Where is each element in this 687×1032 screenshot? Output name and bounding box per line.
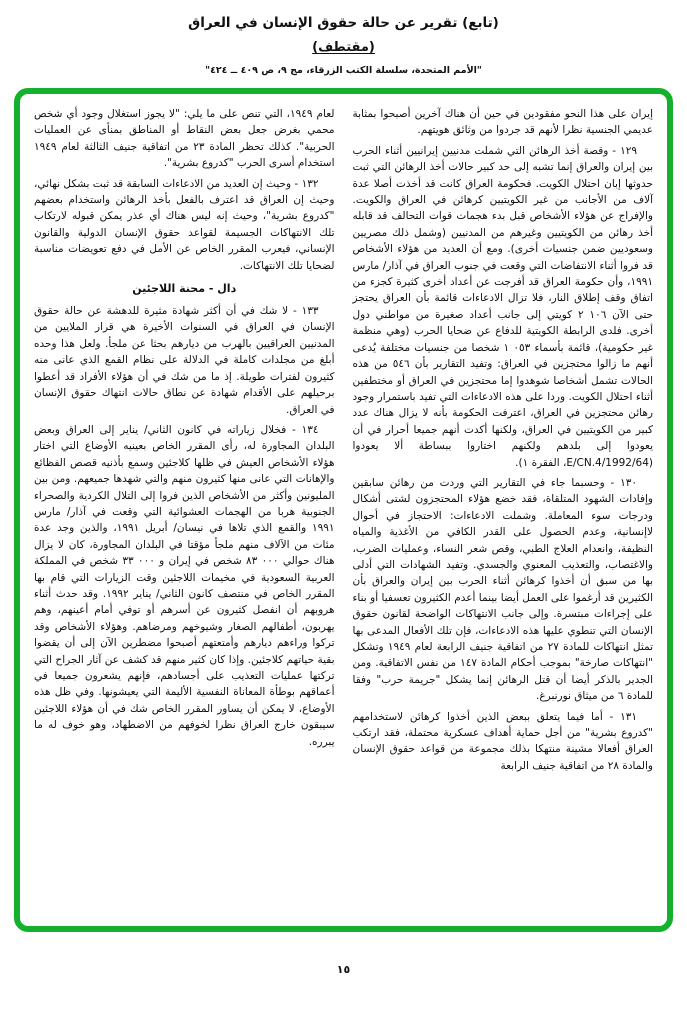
paragraph-131-continuation: لعام ١٩٤٩، التي تنص على ما يلي: "لا يجوز استغلال وجود أي شخص محمي بغرض جعل بعض النقاط أو المناطق بمنأى عن العمليات الحربية". كذلك تحظر المادة ٢٣ من اتفاقية جنيف الثالثة لعام ١٩٤٩ استخدام أسرى الحرب "كدروع بشرية". <box>34 108 335 170</box>
page-number: ١٥ <box>336 963 351 976</box>
source-citation: "الأمم المتحدة، سلسلة الكتب الزرقاء، مج ٩، ص ٤٠٩ ــ ٤٢٤" <box>205 65 482 76</box>
paragraph-133: ١٣٣ - لا شك في أن أكثر شهادة مثيرة للدهشة عن حالة حقوق الإنسان في العراق في السنوات الأخيرة هي قرار الملايين من المدنيين العراقيين بالهرب من ديارهم بحثا عن ملجأ. ولعل هذا وحده أبلغ من مجلدات كاملة في الدلالة على نظام القمع الذي عانى منه كثيرون لفترات طويلة. إذ ما من شك في أن هؤلاء الأفراد قد أعطوا برحيلهم على الأقدام شهادة عن نطاق حالات انتهاك حقوق الإنسان في العراق. <box>34 305 335 416</box>
paragraph-continuation: إيران على هذا النحو مفقودين في حين أن هناك آخرين أصبحوا بمثابة عديمي الجنسية نظرا لأنهم قد جردوا من وثائق هويتهم. <box>352 108 653 137</box>
paragraph-134: ١٣٤ - فخلال زياراته في كانون الثاني/ يناير إلى العراق وبعض البلدان المجاورة له، رأى المقرر الخاص بعينيه الأوضاع التي اختار هؤلاء الأشخاص العيش في ظلها كلاجئين وسمع بأذنيه قصص الفظائع والإهانات التي عانى منها كثيرون منهم والتي شهدها جميعهم. ومن بين المليونين وأكثر من الأشخاص الذين فروا إلى التلال الكردية والصحراء الجنوبية هربا من الهجمات العشوائية التي وقعت في آذار/ مارس ١٩٩١ والقمع الذي تلاها في نيسان/ أبريل ١٩٩١، والذين وجد عدة مئات من الآلاف منهم ملجأ مؤقتا في البلدان المجاورة، كان لا يزال هناك حوالي ٨٣ ٠٠٠ شخص في إيران و ٣٣ ٠٠٠ شخص في المملكة العربية السعودية في مخيمات اللاجئين وقت الزيارات التي قام بها المقرر الخاص في منتصف كانون الثاني/ يناير ١٩٩٢. وقد حدث أثناء هروبهم أن انفصل كثيرون عن أسرهم أو توفي أمام أعينهم، وهم يهربون، أطفالهم الصغار وشيوخهم ومرضاهم. وهؤلاء الأشخاص وقد تركوا وراءهم ديارهم وأمتعتهم أصبحوا مضطرين الآن إلى أن يقضوا بقية حياتهم كلاجئين. وإذا كان كثير منهم قد كشف عن آثار الجراح التي تركتها عمليات التعذيب على أجسادهم، فإنهم يشعرون جميعا في أعماقهم بوطأة المعاناة النفسية الأليمة التي يعيشونها. وفي ظل هذه الأوضاع، لا يمكن أن يساور المقرر الخاص شك في أن هؤلاء اللاجئين سيبقون خارج العراق نظرا لخوفهم من الاضطهاد، وهو خوف له ما يبرره. <box>34 423 335 748</box>
section-heading-refugees: دال - محنة اللاجئين <box>132 282 237 296</box>
column-left <box>34 106 335 916</box>
paragraph-131: ١٣١ - أما فيما يتعلق ببعض الذين أخذوا كرهائن لاستخدامهم "كدروع بشرية" من أجل حماية أهداف عسكرية محتملة، فقد ارتكب العراق أفعالا مشينة منتهكا بذلك مجموعة من قواعد حقوق الإنسان والمادة ٢٨ من اتفاقية جنيف الرابعة <box>352 710 653 772</box>
page-header <box>0 0 687 76</box>
content-frame <box>14 88 673 932</box>
two-column-layout <box>34 106 653 916</box>
page-title: (تابع) تقرير عن حالة حقوق الإنسان في العراق <box>188 15 499 31</box>
page-subtitle: (مقتطف) <box>312 40 375 55</box>
paragraph-130: ١٣٠ - وحسبما جاء في التقارير التي وردت من رهائن سابقين وإفادات الشهود المتلقاة، فقد خضع هؤلاء المحتجزون لشتى أشكال ودرجات سوء المعاملة. وشملت الادعاءات: الاحتجاز في أحوال لاإنسانية، وعدم الحصول على القدر الكافي من الأغذية والمياه النظيفة، وانعدام العلاج الطبي، وقص شعر النساء، وعمليات الضرب، والاغتصاب، والتعذيب المعنوي والجسدي. وتفيد الشهادات التي أدلى بها من سبق أن أخذوا كرهائن أثناء الحرب بين إيران والعراق بأن الكثيرين قد أرغموا على العمل أيضا بينما أعدم الكثيرون تعسفيا أو بناء على إجراءات مبتسرة. وإلى جانب الانتهاكات الواضحة لقانون حقوق الإنسان التي تنطوي عليها هذه الادعاءات، فإن تلك الأفعال المدعى بها تمثل انتهاكات للمادة ٢٧ من اتفاقية جنيف الرابعة لعام ١٩٤٩ وتشكل "انتهاكات صارخة" بموجب أحكام المادة ١٤٧ من نفس الاتفاقية. ومن الجدير بالذكر أيضا أن قتل الرهائن إنما يشكل "جريمة حرب" وفقا للمادة ٦ من ميثاق نورنبرغ. <box>352 476 653 703</box>
paragraph-132: ١٣٢ - وحيث إن العديد من الادعاءات السابقة قد ثبت بشكل نهائي، وحيث إن العراق قد اعترف بالفعل بأخذ الرهائن واستخدام بعضهم "كدروع بشرية"، وحيث إنه ليس هناك أي عذر يمكن قبوله لارتكاب تلك الانتهاكات الجسيمة لقواعد حقوق الإنسان الدولية والقانون الإنساني، فيعرب المقرر الخاص عن الأمل في دفع تعويضات مناسبة لضحايا تلك الانتهاكات. <box>34 177 335 272</box>
column-right <box>353 106 654 916</box>
paragraph-129: ١٢٩ - وقصة أخذ الرهائن التي شملت مدنيين إيرانيين أثناء الحرب بين إيران والعراق إنما تشبه إلى حد كبير حالات أخذ الرهائن التي ثبت حدوثها إبان احتلال الكويت. فحكومة العراق كانت قد أخذت أصلا عدة آلاف من الأجانب من غير الكويتيين كرهائن في العراق والكويت. والإفراج عن هؤلاء الأشخاص قبل بدء هجمات قوات التحالف قد قابله أخذ رهائن من الكويتيين وغيرهم من المدنيين (وشمل ذلك مصريين وسعوديين ضمن جنسيات أخرى). ومع أن العديد من هؤلاء الأشخاص قد فروا أثناء الانتفاضات التي وقعت في جنوب العراق في آذار/ مارس ١٩٩١، وأن حكومة العراق قد أفرجت عن أعداد أخرى كثيرة كجزء من اتفاق وقف إطلاق النار، فلا تزال الادعاءات قائمة بأن العراق يحتجز حتى الآن ٢ ١٠٦ كويتي إلى جانب أعداد صغيرة من مواطني دول أخرى. فلدى الرابطة الكويتية للدفاع عن ضحايا الحرب (وهي منظمة غير حكومية)، قائمة بأسماء ١ ٠٥٣ شخصا من جنسيات مختلفة يُدعى أنهم ما زالوا محتجزين في العراق: وتفيد التقارير بأن ٥٤٦ من هذه الحالات تشمل أشخاصا شوهدوا إما محتجزين في العراق أو مختطفين أثناء احتلال الكويت. وردا على هذه الادعاءات التي تفيد باستمرار وجود رهائن محتجزين في العراق، اعترفت الحكومة بأنه لا يزال هناك عدد كبير من الكويتيين في العراق، ولكنها أكدت أنهم جميعا أحرار في أن يعودوا إلى بلدهم ولكنهم اختاروا ببساطة ألا يعودوا (E/CN.4/1992/64، الفقرة ١). <box>352 144 653 469</box>
